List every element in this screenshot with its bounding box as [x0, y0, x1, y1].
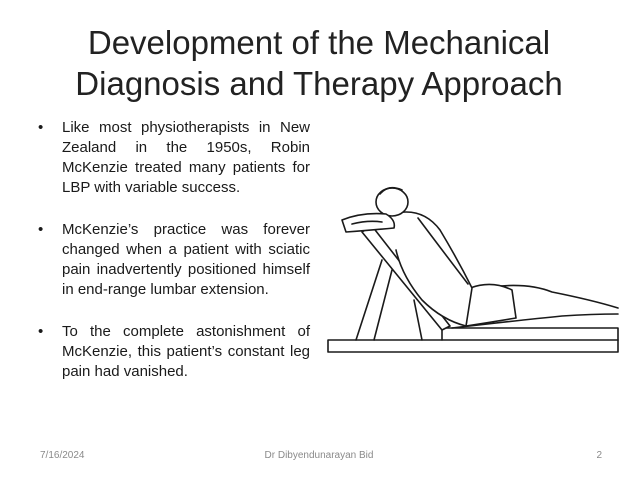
bullet-text: McKenzie’s practice was forever changed when a patient with sciatic pain inadvertently positioned himself in end-range lumbar extension. [62, 221, 310, 298]
bullet-list [38, 118, 310, 404]
footer-author: Dr Dibyendunarayan Bid [264, 450, 374, 461]
slide-title: Development of the Mechanical Diagnosis and Therapy Approach [75, 24, 563, 102]
bullet-marker: • [38, 221, 44, 238]
bullet-item [38, 220, 310, 300]
bullet-marker: • [38, 119, 44, 136]
bullet-item [38, 322, 310, 382]
footer-date: 7/16/2024 [40, 450, 85, 461]
bullet-text: Like most physiotherapists in New Zealand in the 1950s, Robin McKenzie treated many patients for LBP with variable success. [62, 119, 310, 196]
bullet-text: To the complete astonishment of McKenzie, this patient’s constant leg pain had vanished. [62, 323, 310, 380]
man-lying-prone-on-raised-table-icon [322, 180, 622, 360]
bullet-marker: • [38, 323, 44, 340]
bullet-item [38, 118, 310, 198]
footer-page-number: 2 [596, 450, 602, 461]
